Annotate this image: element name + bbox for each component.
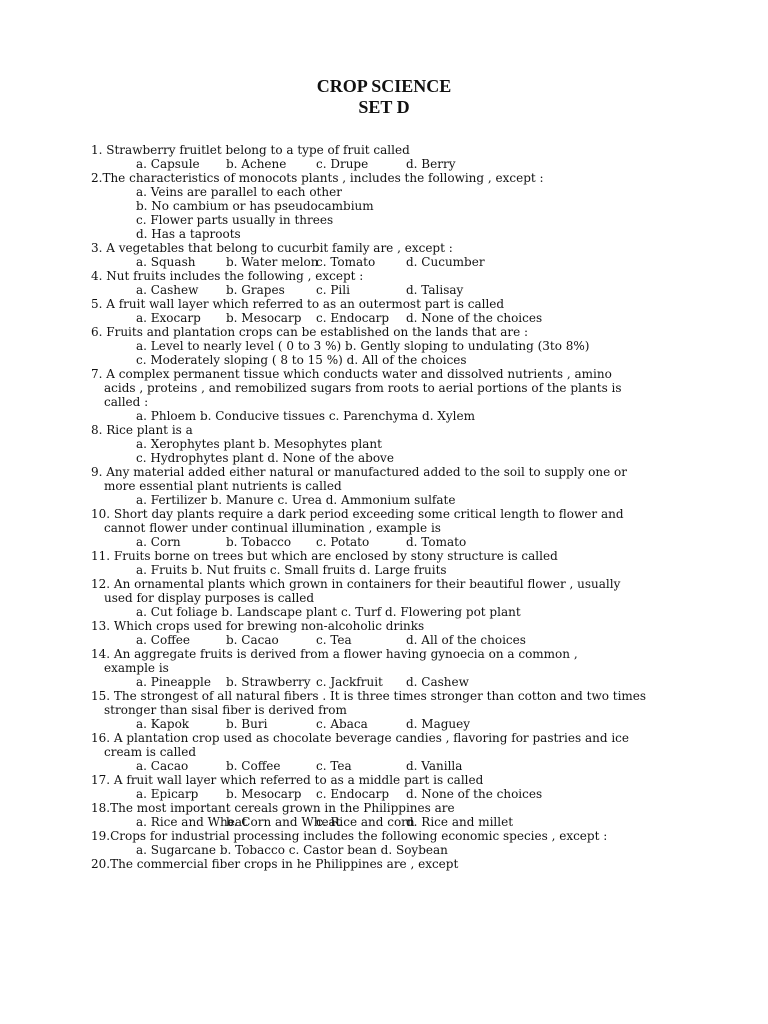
choice-option: c. Endocarp: [316, 311, 390, 325]
question-text: 13. Which crops used for brewing non-alcoholic drinks: [91, 619, 425, 633]
choices-row: [91, 157, 651, 171]
choice-option: a. Corn: [136, 535, 181, 549]
choice-option: b. Corn and Wheat: [226, 815, 341, 829]
question-item: [91, 857, 651, 871]
question-text-continued: cannot flower under continual illumination , example is: [104, 521, 441, 535]
page-subtitle: SET D: [358, 97, 410, 117]
choice-option: b. Achene: [226, 157, 287, 171]
choice-option: c. Endocarp: [316, 787, 390, 801]
question-item: [91, 143, 651, 171]
question-text: 17. A fruit wall layer which referred to as a middle part is called: [91, 773, 484, 787]
choices-row: [91, 633, 651, 647]
question-text-continued: example is: [104, 661, 169, 675]
choice-option: b. Buri: [226, 717, 268, 731]
choice-option: d. Rice and millet: [406, 815, 514, 829]
question-item: [91, 829, 651, 857]
choice-option: b. Tobacco: [226, 535, 292, 549]
choice-option: a. Rice and Wheat: [136, 815, 247, 829]
choice-option: d. None of the choices: [406, 787, 543, 801]
choice-option: d. Cucumber: [406, 255, 485, 269]
choice-option: d. Has a taproots: [136, 227, 241, 241]
choice-option: c. Moderately sloping ( 8 to 15 %) d. All of the choices: [136, 353, 467, 367]
choice-option: d. Cashew: [406, 675, 469, 689]
question-item: [91, 801, 651, 829]
question-item: [91, 647, 651, 689]
choice-option: a. Pineapple: [136, 675, 211, 689]
choice-option: b. Strawberry: [226, 675, 311, 689]
question-text-continued: used for display purposes is called: [104, 591, 315, 605]
question-text-continued: called :: [104, 395, 149, 409]
question-text-continued: more essential plant nutrients is called: [104, 479, 342, 493]
choice-option: b. Grapes: [226, 283, 285, 297]
question-item: [91, 171, 651, 241]
question-item: [91, 577, 651, 619]
choices-row: [91, 675, 651, 689]
question-text: 18.The most important cereals grown in the Philippines are: [91, 801, 455, 815]
choice-option: c. Rice and corn: [316, 815, 415, 829]
choice-option: a. Cut foliage b. Landscape plant c. Turf d. Flowering pot plant: [136, 605, 521, 619]
question-text: 9. Any material added either natural or manufactured added to the soil to supply one or: [91, 465, 627, 479]
choice-option: d. Berry: [406, 157, 456, 171]
question-item: [91, 297, 651, 325]
choice-option: b. No cambium or has pseudocambium: [136, 199, 374, 213]
choice-option: d. Maguey: [406, 717, 471, 731]
choice-option: c. Pili: [316, 283, 350, 297]
choices-row: [91, 311, 651, 325]
page-title: CROP SCIENCE: [316, 76, 452, 96]
question-item: [91, 423, 651, 465]
question-text: 15. The strongest of all natural fibers . It is three times stronger than cotton and two times: [91, 689, 647, 703]
question-text: 10. Short day plants require a dark period exceeding some critical length to flower and: [91, 507, 624, 521]
choice-option: d. Vanilla: [406, 759, 463, 773]
question-text: 19.Crops for industrial processing includes the following economic species , except :: [91, 829, 608, 843]
choice-option: b. Mesocarp: [226, 787, 302, 801]
question-item: [91, 619, 651, 647]
question-text: 3. A vegetables that belong to cucurbit family are , except :: [91, 241, 453, 255]
choice-option: d. Talisay: [406, 283, 464, 297]
choice-option: a. Fertilizer b. Manure c. Urea d. Ammonium sulfate: [136, 493, 456, 507]
choice-option: a. Coffee: [136, 633, 190, 647]
choice-option: a. Fruits b. Nut fruits c. Small fruits d. Large fruits: [136, 563, 447, 577]
question-text-continued: acids , proteins , and remobilized sugars from roots to aerial portions of the plants is: [104, 381, 622, 395]
choice-option: a. Phloem b. Conducive tissues c. Parenchyma d. Xylem: [136, 409, 475, 423]
choice-option: c. Potato: [316, 535, 370, 549]
question-text: 2.The characteristics of monocots plants , includes the following , except :: [91, 171, 544, 185]
choice-option: c. Tea: [316, 633, 352, 647]
question-text: 1. Strawberry fruitlet belong to a type of fruit called: [91, 143, 410, 157]
choice-option: d. All of the choices: [406, 633, 526, 647]
choice-option: d. None of the choices: [406, 311, 543, 325]
question-text: 8. Rice plant is a: [91, 423, 193, 437]
choice-option: a. Sugarcane b. Tobacco c. Castor bean d. Soybean: [136, 843, 448, 857]
choice-option: a. Xerophytes plant b. Mesophytes plant: [136, 437, 382, 451]
choice-option: b. Mesocarp: [226, 311, 302, 325]
question-item: [91, 241, 651, 269]
question-item: [91, 507, 651, 549]
question-text-continued: cream is called: [104, 745, 197, 759]
question-text: 16. A plantation crop used as chocolate beverage candies , flavoring for pastries and ice: [91, 731, 629, 745]
choice-option: a. Veins are parallel to each other: [136, 185, 342, 199]
question-item: [91, 269, 651, 297]
question-item: [91, 773, 651, 801]
choice-option: b. Water melon: [226, 255, 319, 269]
question-text: 6. Fruits and plantation crops can be established on the lands that are :: [91, 325, 529, 339]
question-text: 14. An aggregate fruits is derived from a flower having gynoecia on a common ,: [91, 647, 578, 661]
choice-option: a. Cashew: [136, 283, 199, 297]
question-item: [91, 731, 651, 773]
question-text: 12. An ornamental plants which grown in containers for their beautiful flower , usually: [91, 577, 621, 591]
question-text: 7. A complex permanent tissue which conducts water and dissolved nutrients , amino: [91, 367, 612, 381]
choice-option: c. Tomato: [316, 255, 376, 269]
choice-option: a. Squash: [136, 255, 196, 269]
question-item: [91, 549, 651, 577]
question-list: [91, 143, 651, 871]
question-item: [91, 367, 651, 423]
choice-option: c. Jackfruit: [316, 675, 383, 689]
question-item: [91, 689, 651, 731]
question-text: 4. Nut fruits includes the following , except :: [91, 269, 364, 283]
choice-option: c. Abaca: [316, 717, 368, 731]
choices-row: [91, 759, 651, 773]
choice-option: a. Epicarp: [136, 787, 199, 801]
choices-row: [91, 535, 651, 549]
question-text: 20.The commercial fiber crops in he Philippines are , except: [91, 857, 459, 871]
question-text-continued: stronger than sisal fiber is derived from: [104, 703, 347, 717]
question-item: [91, 465, 651, 507]
choice-option: c. Flower parts usually in threes: [136, 213, 334, 227]
choice-option: a. Kapok: [136, 717, 190, 731]
choices-row: [91, 255, 651, 269]
choice-option: c. Hydrophytes plant d. None of the above: [136, 451, 394, 465]
choice-option: a. Capsule: [136, 157, 200, 171]
choices-row: [91, 283, 651, 297]
question-item: [91, 325, 651, 367]
choice-option: c. Tea: [316, 759, 352, 773]
choices-row: [91, 815, 651, 829]
question-text: 11. Fruits borne on trees but which are enclosed by stony structure is called: [91, 549, 558, 563]
question-text: 5. A fruit wall layer which referred to as an outermost part is called: [91, 297, 505, 311]
choice-option: a. Cacao: [136, 759, 189, 773]
choice-option: b. Coffee: [226, 759, 281, 773]
choices-row: [91, 717, 651, 731]
choice-option: c. Drupe: [316, 157, 369, 171]
choice-option: b. Cacao: [226, 633, 279, 647]
choice-option: a. Exocarp: [136, 311, 201, 325]
choice-option: d. Tomato: [406, 535, 467, 549]
choices-row: [91, 787, 651, 801]
choice-option: a. Level to nearly level ( 0 to 3 %) b. Gently sloping to undulating (3to 8%): [136, 339, 590, 353]
